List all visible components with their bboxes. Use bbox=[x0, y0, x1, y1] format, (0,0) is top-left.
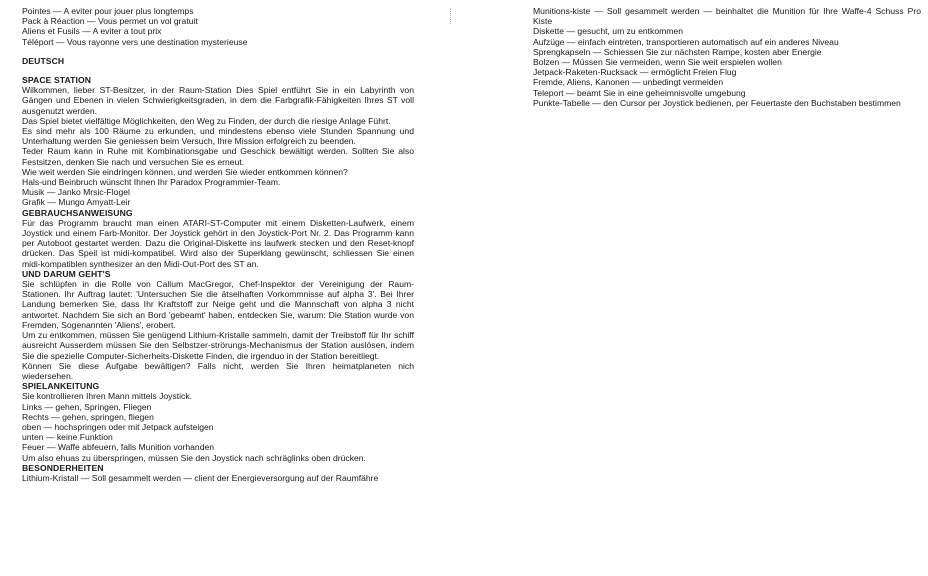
intro-line: Aliens et Fusils — A eviter a tout prix bbox=[22, 26, 162, 37]
space-station-paragraph: Teder Raum kann in Ruhe mit Kombinationsgabe und Geschick bewältigt werden. Sollten Sie also Festsitzen, denken Sie nach und versuchen Sie es erneut. bbox=[22, 146, 414, 167]
right-column bbox=[533, 6, 921, 108]
und-darum-paragraph: Können Sie diese Aufgabe bewältigen? Falls nicht, werden Sie Ihren heimatplaneten nich wiedersehen. bbox=[22, 360, 414, 381]
besonderheiten-paragraph: Lithium-Kristall — Soll gesammelt werden — client der Energieversorgung auf der Raumfähre bbox=[22, 472, 379, 483]
gebrauchsanweisung-heading: GEBRAUCHSANWEISUNG bbox=[22, 207, 133, 218]
item-line: Diskette — gesucht, um zu entkommen bbox=[533, 26, 683, 37]
intro-line: Pointes — A eviter pour jouer plus longtemps bbox=[22, 6, 194, 16]
space-station-heading: SPACE STATION bbox=[22, 75, 92, 86]
left-column bbox=[22, 6, 414, 483]
credit-graphics: Grafik — Mungo Amyatt-Leir bbox=[22, 197, 131, 208]
space-station-paragraph: Hals-und Beinbruch wünscht Ihnen Ihr Paradox Programmier-Team. bbox=[22, 177, 281, 188]
control-line: oben — hochspringen oder mit Jetpack aufsteigen bbox=[22, 421, 214, 432]
und-darum-paragraph: Sie schlüpfen in die Rolle von Callum MacGregor, Chef-Inspektor der Vereinigung der Raum-Stationen. Ihr Auftrag lautet: 'Untersuchen Sie die ätselhaften Vorkommnisse auf alpha 3'. Bei Ihrer Landung bemerken Sie, dass Ihr Kraftstoff zur Neige geht und die Mannschaft von alpha 3 nicht antwortet. Nachdem Sie sich an Bord 'gebeamt' haben, entdecken Sie, warum: Die Station wurde von Fremden, Sogenannten 'Aliens', erobert. bbox=[22, 279, 414, 330]
item-line: Aufzüge — einfach eintreten, transportieren automatisch auf ein anderes Niveau bbox=[533, 36, 839, 47]
space-station-paragraph: Wie weit werden Sie eindringen können, und werden Sie wieder entkommen können? bbox=[22, 166, 348, 177]
und-darum-heading: UND DARUM GEHT'S bbox=[22, 268, 111, 279]
besonderheiten-heading: BESONDERHEITEN bbox=[22, 462, 104, 473]
fold-mark bbox=[450, 8, 452, 24]
und-darum-paragraph: Um zu entkommen, müssen Sie genügend Lithium-Kristalle sammeln, damit der Treibstoff für Ihr schiff ausreicht Ausserdem müssen Sie den Selbstzer-strörungs-Mechanismus der Station auslösen, indem Sie die spezielle Computer-Sicherheits-Diskette Finden, die irgenduo in der Station bereitliegt. bbox=[22, 330, 414, 361]
gebrauchsanweisung-paragraph: Für das Programm braucht man einen ATARI-ST-Computer mit einem Disketten-Laufwerk, einem Joystick und einem Farb-Monitor. Der Joystick gehört in den Joystick-Port Nr. 2. Das Programm kann per Autoboot gestartet werden. Dazu die Original-Diskette ins laufwerk stecken und den Reset-knopf drücken. Das Speil ist midi-kompatibel. Wird also der Superklang gewünscht, schliessen Sie einen midi-kompatiblen synthesizer an den Midi-Out-Port des ST an. bbox=[22, 217, 414, 269]
spielankeitung-heading: SPIELANKEITUNG bbox=[22, 381, 100, 392]
space-station-paragraph: Es sind mehr als 100 Räume zu erkunden, und mindestens ebenso viele Stunden Spannung und Unterhaltung werden Sie geniessen beim Versuch, Ihre Mission erfolgreich zu beenden. bbox=[22, 126, 414, 147]
item-line: Bolzen — Müssen Sie vermeiden, wenn Sie weit erspielen wollen bbox=[533, 57, 782, 68]
language-heading: DEUTSCH bbox=[22, 55, 65, 66]
control-line: Rechts — gehen, springen, fliegen bbox=[22, 411, 154, 422]
space-station-paragraph: Wilkommen, lieber ST-Besitzer, in der Raum-Station Dies Spiel entführt Sie in ein Labyrinth von Gängen und Ebenen in vielen Schwierigkeitsgraden, in dem die Farbgrafik-Fähigkeiten Ihres ST voll ausgenutzt werden. bbox=[22, 85, 414, 116]
control-line: Feuer — Waffe abfeuern, falls Munition vorhanden bbox=[22, 442, 215, 453]
item-line: Jetpack-Raketen-Rucksack — ermöglicht Freien Flug bbox=[533, 67, 737, 78]
intro-line: Téléport — Vous rayonne vers une destination mysterieuse bbox=[22, 36, 248, 47]
item-line: Punkte-Tabelle — den Cursor per Joystick bedienen, per Feuertaste den Buchstaben bestimmen bbox=[533, 97, 901, 108]
control-line: Sie kontrollieren Ihren Mann mittels Joystick. bbox=[22, 391, 193, 402]
space-station-paragraph: Das Spiel bietet vielfältige Möglichkeiten, den Weg zu Finden, der durch die riesige Anlage Führt. bbox=[22, 115, 391, 126]
control-line: Links — gehen, Springen, Fliegen bbox=[22, 401, 152, 412]
item-line: Teleport — beamt Sie in eine geheimnisvolle umgebung bbox=[533, 87, 746, 98]
control-closing: Um also ehuas zu überspringen, müssen Sie den Joystick nach schräglinks oben drücken. bbox=[22, 452, 366, 463]
intro-line: Pack à Réaction — Vous permet un vol gratuit bbox=[22, 16, 198, 27]
item-line: Munitions-kiste — Soll gesammelt werden — beinhaltet die Munition für Ihre Waffe-4 Schuss Pro Kiste bbox=[533, 6, 921, 27]
item-line: Sprengkapseln — Schiessen Sie zur nächsten Rampe, kosten aber Energie bbox=[533, 46, 822, 57]
credit-music: Musik — Janko Mrsic-Flogel bbox=[22, 187, 130, 198]
item-line: Fremde, Aliens, Kanonen — unbedingt vermeiden bbox=[533, 77, 724, 88]
control-line: unten — keine Funktion bbox=[22, 432, 113, 443]
